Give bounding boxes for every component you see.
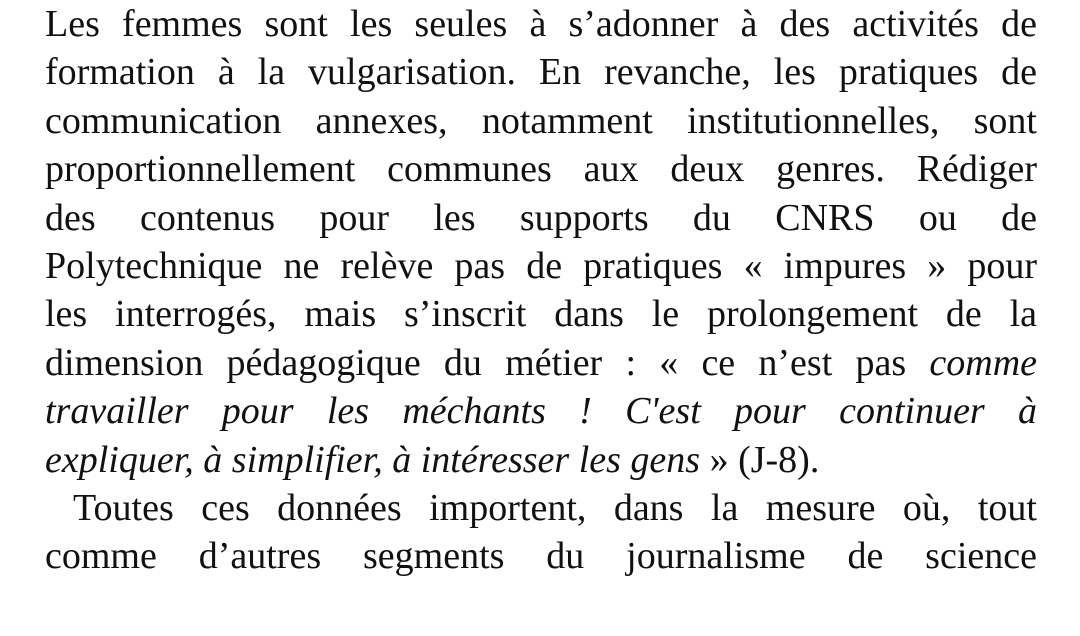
text-line [45,436,1037,484]
text-line: communication annexes, notamment institutionnelles, sont [45,99,1037,142]
paragraph [45,484,1037,581]
citation-ref: » (J-8). [709,438,820,481]
text-line: Polytechnique ne relève pas de pratiques « impures » pour [45,244,1037,287]
quote-italic: comme [929,341,1037,384]
text-line: les interrogés, mais s’inscrit dans le prolongement de la [45,293,1037,336]
text-run: dimension pédagogique du métier : « ce n’est pas [45,341,907,384]
text-line [45,339,1037,387]
text-line: formation à la vulgarisation. En revanche, les pratiques de [45,51,1037,94]
text-line: comme d’autres segments du journalisme de science [45,535,1037,578]
paragraph [45,0,1037,484]
text-line: Toutes ces données importent, dans la mesure où, tout [73,486,1037,529]
text-line: proportionnellement communes aux deux genres. Rédiger [45,148,1037,191]
text-line: Les femmes sont les seules à s’adonner à des activités de [45,3,1037,45]
quote-italic: expliquer, à simplifier, à intéresser les gens [45,438,701,481]
text-line: des contenus pour les supports du CNRS ou de [45,196,1037,239]
quote-italic-line: travailler pour les méchants ! C'est pour continuer à [45,390,1037,433]
body-text [45,0,1037,581]
